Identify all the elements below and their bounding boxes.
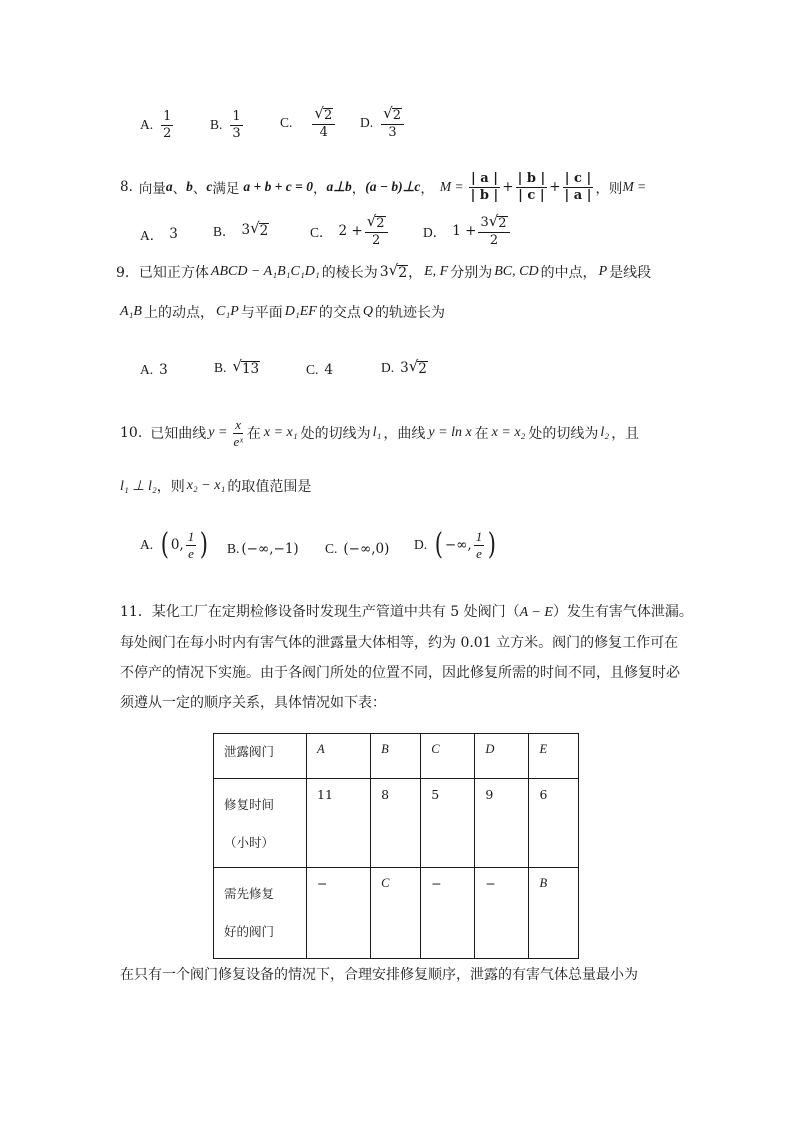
condition: (a − b)⊥c [365, 179, 421, 195]
q8-option-c [310, 214, 390, 248]
option-label: C． [310, 224, 333, 240]
q10-option-d [414, 527, 498, 563]
option-label: D. [414, 537, 428, 553]
numerator: | c | [564, 171, 592, 186]
table-row [214, 734, 579, 779]
q11-stem [120, 597, 693, 718]
fraction [381, 106, 404, 140]
expression: x₂ − x₁ [186, 478, 226, 493]
fraction [230, 110, 242, 140]
plus: + [549, 179, 561, 196]
coefficient: 3 [379, 264, 389, 280]
coefficient: 3 [400, 359, 409, 376]
condition: a⊥b [326, 179, 352, 195]
denominator: e [476, 545, 482, 561]
q10-option-a [140, 527, 210, 563]
text: 在 [474, 426, 489, 443]
fraction [312, 106, 335, 140]
q10-option-c [325, 541, 389, 557]
denominator: 3 [232, 125, 241, 141]
q9-option-c [306, 362, 333, 378]
table-cell: 9 [475, 779, 529, 868]
q10-stem-line1 [120, 418, 639, 448]
fraction [231, 418, 244, 448]
radicand: 13 [241, 361, 260, 377]
text: 满足 [212, 181, 240, 198]
denominator: | b | [470, 187, 499, 203]
row-label: 修复时间 [224, 797, 275, 812]
fraction [516, 172, 548, 202]
numerator [312, 106, 335, 125]
condition: l₁ ⊥ l₂ [120, 478, 157, 494]
sqrt: √ 2 [314, 104, 333, 123]
fraction [186, 530, 197, 560]
q9-option-a [140, 362, 168, 378]
option-label: C. [325, 541, 338, 556]
text: 与平面 [240, 305, 283, 321]
text: ，则 [595, 181, 623, 198]
denominator: 2 [372, 233, 381, 249]
tangent-line: l₁ [372, 425, 382, 441]
edges: BC, CD [494, 264, 539, 279]
table-row [214, 868, 579, 959]
numerator: √ 2 [365, 214, 388, 233]
option-value: 3 [159, 362, 168, 378]
text: 的交点 [318, 305, 361, 321]
denominator: 2 [163, 125, 172, 141]
text: 上的动点， [143, 305, 214, 321]
q9-option-b [214, 359, 260, 377]
vector-b: b [186, 179, 193, 195]
q10-stem-line2 [120, 476, 311, 496]
left-paren: ( [160, 527, 170, 563]
interval-left: −∞, [444, 537, 472, 554]
table-cell: 5 [421, 779, 475, 868]
q7-option-a [140, 110, 175, 140]
q8-option-a [140, 224, 178, 244]
text: ，且 [611, 426, 640, 443]
row-label: 好的阀门 [224, 924, 275, 939]
vector-a: a [165, 179, 173, 195]
option-value: 3 [169, 226, 178, 242]
table-cell: − [307, 868, 371, 959]
text: 向量 [138, 181, 166, 198]
q11-line2: 每处阀门在每小时内有害气体的泄露量大体相等，约为 0.01 立方米。阀门的修复工作可在 [120, 635, 679, 651]
option-label: B． [213, 224, 236, 239]
text: 的轨迹长为 [374, 305, 445, 321]
numerator: 1 [232, 109, 241, 124]
vector-c: c [206, 179, 213, 195]
denominator: | c | [518, 187, 545, 203]
q9-option-d [381, 359, 428, 377]
integer-part: 1 + [452, 222, 477, 239]
numerator: | a | [470, 171, 498, 186]
denominator: e [188, 545, 194, 561]
table-cell: B [371, 734, 421, 779]
text: ， [351, 181, 366, 198]
text: ， [408, 265, 423, 281]
table-cell: E [529, 734, 579, 779]
fraction [474, 530, 485, 560]
interval-left: 0, [170, 537, 184, 554]
option-value: (−∞,0) [343, 541, 390, 557]
text: ，曲线 [383, 426, 426, 443]
fraction [469, 172, 501, 202]
option-label: C. [280, 114, 293, 130]
fraction [478, 214, 509, 248]
option-label: A. [140, 117, 154, 133]
equation: y = [208, 425, 228, 441]
q8-stem [120, 172, 646, 202]
text: 分别为 [450, 265, 493, 281]
text: 的中点， [540, 265, 597, 281]
denominator: 3 [388, 125, 397, 141]
option-label: B. [210, 117, 223, 133]
q11-line4: 须遵从一定的顺序关系，具体情况如下表： [120, 695, 386, 711]
option-label: A. [140, 362, 154, 377]
right-paren: ) [199, 527, 209, 563]
m-label: M = [622, 179, 647, 195]
table-cell [214, 779, 307, 868]
q9-stem-line1 [116, 262, 651, 282]
q7-option-c [280, 106, 337, 140]
numerator: 1 [187, 529, 195, 544]
denominator: 4 [319, 125, 328, 141]
option-label: B. [227, 541, 240, 556]
numerator: 1 [163, 109, 172, 124]
text: 的棱长为 [321, 265, 378, 281]
numerator: 3 √ 2 [478, 214, 509, 233]
point: P [598, 264, 608, 279]
q7-option-b [210, 110, 245, 140]
q8-option-b [213, 220, 269, 240]
fraction [365, 214, 388, 248]
integer-part: 2 + [338, 222, 363, 239]
option-label: C. [306, 362, 319, 377]
point: Q [362, 304, 373, 319]
question-number: 10. [120, 425, 143, 442]
segment: A₁B [120, 304, 142, 319]
sqrt: √ 2 [408, 357, 427, 377]
left-paren: ( [434, 527, 444, 563]
equation: y = ln x [428, 425, 472, 441]
segment: C₁P [215, 304, 239, 319]
points: E, F [424, 264, 449, 279]
text: 已知正方体 [138, 265, 209, 281]
numerator: x [235, 417, 242, 432]
fraction [563, 172, 594, 202]
table-cell: 8 [371, 779, 421, 868]
option-value: 4 [324, 362, 333, 378]
equation: x = x₂ [491, 425, 526, 441]
table-cell: C [371, 868, 421, 959]
option-label: D. [360, 114, 374, 130]
text: ，则 [156, 479, 185, 495]
table-cell: C [421, 734, 475, 779]
text: ）发生有害气体泄漏。 [552, 604, 693, 620]
q11-line3: 不停产的情况下实施。由于各阀门所处的位置不同，因此修复所需的时间不同，且修复时必 [120, 665, 680, 681]
fraction [161, 110, 173, 140]
q11-closing: 在只有一个阀门修复设备的情况下，合理安排修复顺序，泄露的有害气体总量最小为 [120, 967, 638, 983]
text: 11．某化工厂在定期检修设备时发现生产管道中共有 5 处阀门（ [120, 604, 520, 620]
text: 的取值范围是 [227, 479, 312, 495]
q9-stem-line2 [120, 302, 445, 322]
table-cell: 泄露阀门 [214, 734, 307, 779]
text: 处的切线为 [528, 426, 599, 443]
q10-option-b [227, 541, 299, 557]
text: ， [312, 181, 327, 198]
q7-option-d [360, 106, 406, 140]
plane: D₁EF [284, 304, 317, 319]
numerator: 1 [475, 529, 483, 544]
row-label: （小时） [224, 835, 275, 850]
table-cell: − [421, 868, 475, 959]
denominator: | a | [564, 187, 592, 203]
valve-repair-table [213, 733, 579, 959]
sqrt: √ 2 [388, 260, 408, 281]
cube-name: ABCD − A₁B₁C₁D₁ [210, 264, 320, 279]
table-cell: 11 [307, 779, 371, 868]
denominator: eˣ [233, 433, 243, 449]
text: 在 [246, 426, 261, 443]
option-value: (−∞,−1) [241, 541, 299, 557]
table-cell: D [475, 734, 529, 779]
sqrt: √ 2 [383, 104, 401, 123]
equation: x = x₁ [263, 425, 298, 441]
denominator: 2 [489, 233, 499, 249]
radicand: 2 [398, 264, 408, 281]
table-row [214, 779, 579, 868]
right-paren: ) [487, 527, 497, 563]
table-cell [214, 868, 307, 959]
numerator: | b | [517, 171, 546, 186]
numerator [381, 106, 404, 125]
sqrt: √ 2 [250, 219, 269, 240]
text: ， [420, 181, 434, 198]
condition: a + b + c = 0 [243, 179, 313, 195]
table-cell: A [307, 734, 371, 779]
radicand: 2 [259, 223, 269, 240]
option-label: D． [423, 224, 447, 240]
option-label: B. [214, 359, 227, 375]
text: 、 [172, 181, 187, 198]
table-cell: − [475, 868, 529, 959]
text: 处的切线为 [300, 426, 371, 443]
text: 是线段 [609, 265, 652, 281]
question-number: 8. [120, 179, 133, 196]
q8-option-d [423, 214, 512, 248]
valve-range: A − E [519, 605, 553, 620]
option-label: D. [381, 359, 395, 375]
text: 已知曲线 [150, 426, 207, 443]
radicand: 2 [418, 361, 427, 377]
sqrt: √ 13 [232, 357, 260, 377]
coefficient: 3 [241, 222, 251, 238]
table-cell: 6 [529, 779, 579, 868]
q11-line1 [120, 597, 693, 628]
m-label: M = [439, 179, 464, 195]
plus: + [502, 179, 514, 196]
question-number: 9． [116, 265, 139, 281]
option-label: A. [140, 537, 154, 553]
table-cell: B [529, 868, 579, 959]
text: 、 [192, 181, 207, 198]
tangent-line: l₂ [600, 425, 610, 441]
row-label: 需先修复 [224, 886, 275, 901]
option-label: A． [140, 228, 164, 243]
